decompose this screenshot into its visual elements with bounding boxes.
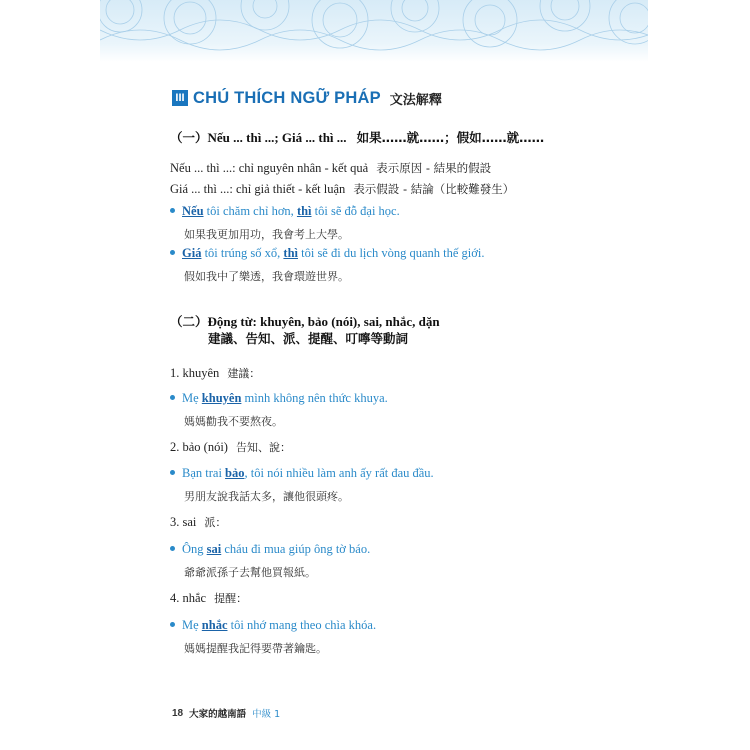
- verb-item-heading: [170, 590, 247, 606]
- verb-item-heading: [170, 514, 226, 530]
- example-text: tôi chăm chỉ hơn,: [203, 204, 297, 218]
- keyword: khuyên: [201, 391, 242, 405]
- book-level: 中級 1: [252, 709, 281, 720]
- bullet-icon: [170, 250, 175, 255]
- verb-label: 4. nhắc: [170, 591, 207, 605]
- verb-meaning-zh: 告知、說：: [235, 441, 291, 454]
- verb-meaning-zh: 派：: [204, 516, 227, 529]
- keyword: Giá: [182, 246, 202, 260]
- rule-line-2: [170, 181, 514, 197]
- rule-1-zh: 表示原因 - 結果的假設: [376, 161, 492, 175]
- decorative-banner: [100, 0, 648, 62]
- example-text: , tôi nói nhiều làm anh ấy rất đau đầu.: [244, 466, 434, 480]
- page-footer: [172, 706, 280, 720]
- section-header: [172, 88, 442, 108]
- bullet-icon: [170, 395, 175, 400]
- verb-label: 2. bảo (nói): [170, 440, 228, 454]
- example-text: tôi nhớ mang theo chìa khóa.: [227, 618, 377, 632]
- example-sentence: [170, 391, 388, 406]
- bullet-icon: [170, 546, 175, 551]
- example-text: tôi trúng số xổ,: [201, 246, 284, 260]
- section-title: CHÚ THÍCH NGỮ PHÁP: [193, 88, 381, 107]
- keyword: Nếu: [182, 204, 204, 218]
- part1-title: Nếu ... thì ...; Giá ... thì ...: [207, 130, 347, 145]
- example-translation: 男朋友說我話太多，讓他很頭疼。: [184, 490, 349, 503]
- example-sentence: [170, 542, 370, 557]
- part2-number: （二）: [170, 314, 208, 329]
- keyword: nhắc: [201, 618, 228, 632]
- example-text: Ông: [182, 542, 207, 556]
- book-page: [100, 0, 648, 750]
- example-translation: 媽媽勸我不要熬夜。: [184, 415, 283, 428]
- verb-label: 3. sai: [170, 515, 197, 529]
- example-text: Bạn trai: [182, 466, 226, 480]
- example-translation: 假如我中了樂透，我會環遊世界。: [184, 270, 349, 283]
- example-sentence: [170, 466, 434, 481]
- part1-heading: [170, 128, 544, 146]
- part2-title-zh: 建議、告知、派、提醒、叮嚀等動詞: [208, 331, 409, 346]
- example-text: cháu đi mua giúp ông tờ báo.: [221, 542, 371, 556]
- rule-2-zh: 表示假設 - 結論（比較難發生）: [353, 182, 515, 196]
- verb-item-heading: [170, 439, 291, 455]
- book-title: 大家的越南語: [189, 709, 247, 720]
- example-translation: 如果我更加用功，我會考上大學。: [184, 228, 349, 241]
- keyword: thì: [296, 204, 312, 218]
- keyword: sai: [206, 542, 222, 556]
- rule-1-vi: Nếu ... thì ...: chỉ nguyên nhân - kết quả: [170, 161, 369, 175]
- part2-heading: [170, 312, 440, 330]
- bullet-icon: [170, 470, 175, 475]
- example-text: Mẹ: [182, 391, 202, 405]
- example-translation: 媽媽提醒我記得要帶著鑰匙。: [184, 642, 327, 655]
- example-sentence: [170, 618, 376, 633]
- section-number-badge: III: [172, 90, 188, 106]
- example-text: tôi sẽ đỗ đại học.: [311, 204, 400, 218]
- example-sentence: [170, 204, 400, 219]
- bullet-icon: [170, 208, 175, 213]
- page-number: 18: [172, 707, 184, 719]
- verb-meaning-zh: 提醒：: [214, 592, 248, 605]
- example-sentence: [170, 246, 484, 261]
- example-translation: 爺爺派孫子去幫他買報紙。: [184, 566, 316, 579]
- part1-title-zh: 如果……就……；假如……就……: [356, 130, 545, 145]
- verb-item-heading: [170, 365, 260, 381]
- verb-meaning-zh: 建議：: [227, 367, 261, 380]
- bullet-icon: [170, 622, 175, 627]
- example-text: mình không nên thức khuya.: [241, 391, 388, 405]
- rule-2-vi: Giá ... thì ...: chỉ giả thiết - kết luận: [170, 182, 346, 196]
- keyword: thì: [283, 246, 298, 260]
- example-text: tôi sẽ đi du lịch vòng quanh thế giới.: [298, 246, 485, 260]
- floral-pattern-icon: [100, 0, 648, 62]
- rule-line-1: [170, 160, 491, 176]
- part1-number: （一）: [170, 130, 208, 145]
- part2-title: Động từ: khuyên, bảo (nói), sai, nhắc, dặn: [207, 314, 440, 329]
- part2-heading-zh: [208, 329, 408, 347]
- keyword: bảo: [225, 466, 245, 480]
- verb-label: 1. khuyên: [170, 366, 220, 380]
- section-title-zh: 文法解釋: [389, 92, 442, 108]
- example-text: Mẹ: [182, 618, 202, 632]
